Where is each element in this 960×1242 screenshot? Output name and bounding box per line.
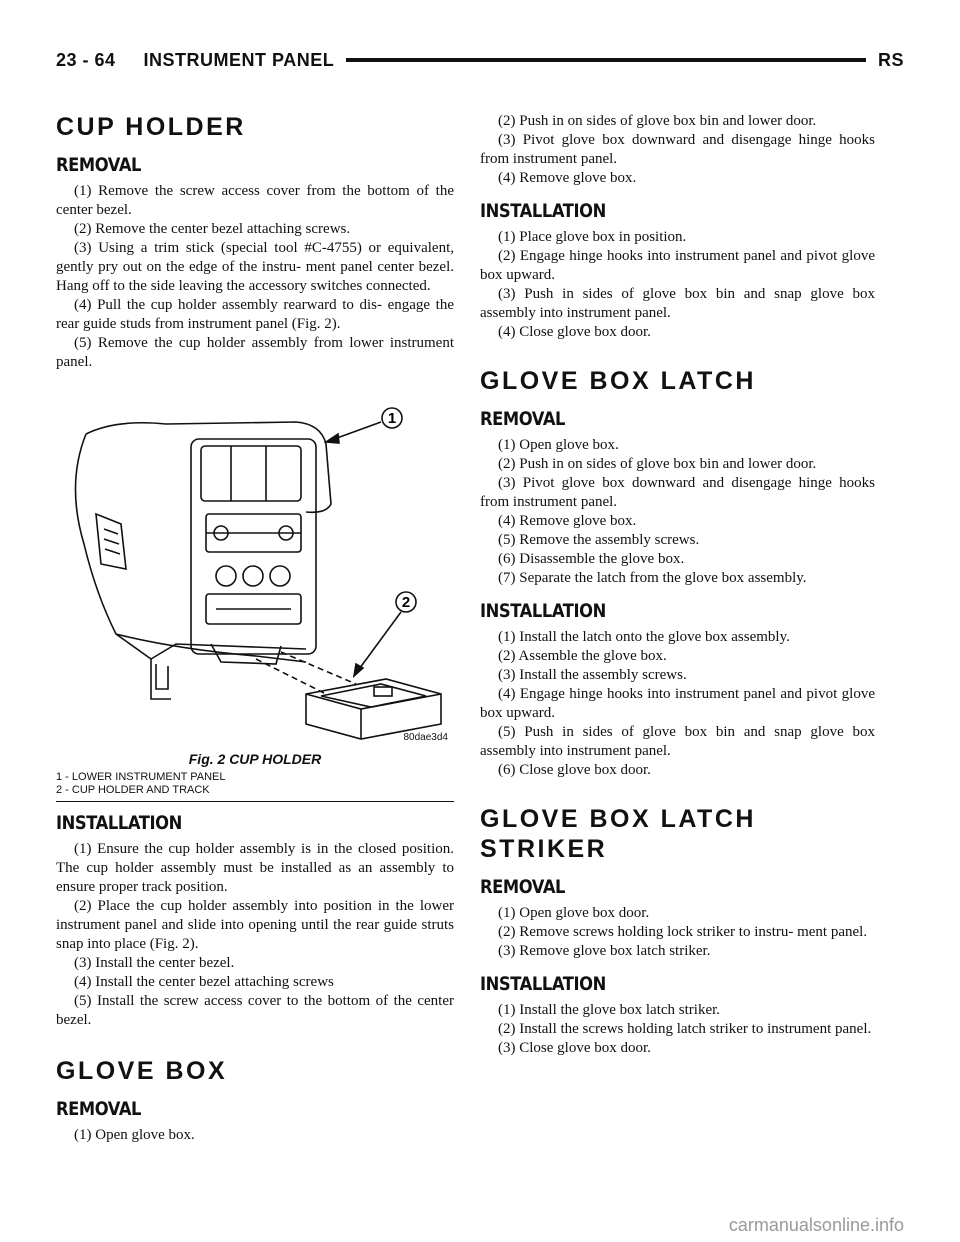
latch-removal-step: (4) Remove glove box. (498, 513, 637, 529)
striker-installation-step: (3) Close glove box door. (498, 1040, 651, 1056)
cup-holder-removal-step: (5) Remove the cup holder assembly from lower instrument panel. (56, 335, 454, 370)
glove-box-installation-step: (1) Place glove box in position. (498, 229, 687, 245)
cup-holder-removal-heading: REMOVAL (56, 154, 142, 176)
header-code: RS (877, 49, 904, 70)
latch-removal-step: (1) Open glove box. (498, 437, 619, 453)
striker-removal-step: (2) Remove screws holding lock striker to instru- ment panel. (498, 924, 868, 940)
dash-outline (86, 422, 331, 512)
striker-removal-heading: REMOVAL (480, 876, 566, 898)
striker-installation-step: (1) Install the glove box latch striker. (498, 1002, 721, 1018)
striker-removal-step: (1) Open glove box door. (498, 905, 650, 921)
latch-removal-step: (3) Pivot glove box downward and disengage hinge hooks from instrument panel. (480, 475, 875, 510)
cup-holder-removal-step: (1) Remove the screw access cover from the bottom of the center bezel. (56, 183, 454, 218)
glove-box-installation-step: (3) Push in sides of glove box bin and snap glove box assembly into instrument panel. (480, 286, 875, 321)
figure-legend (56, 771, 454, 797)
cup-holder-installation-step: (5) Install the screw access cover to the bottom of the center bezel. (56, 993, 454, 1028)
page-number: 23 - 64 (56, 49, 116, 70)
latch-removal-step: (5) Remove the assembly screws. (498, 532, 700, 548)
glove-box-removal-heading: REMOVAL (56, 1098, 142, 1120)
latch-installation-step: (6) Close glove box door. (498, 762, 651, 778)
latch-installation-step: (5) Push in sides of glove box bin and snap glove box assembly into instrument panel. (480, 724, 875, 759)
cup-holder-installation-step: (3) Install the center bezel. (74, 955, 235, 971)
figure-caption: Fig. 2 CUP HOLDER (188, 751, 322, 767)
cup-holder-figure (56, 394, 454, 802)
cup-holder-installation-step: (4) Install the center bezel attaching screws (74, 974, 334, 990)
glove-box-installation-heading: INSTALLATION (480, 200, 606, 222)
latch-removal-step: (6) Disassemble the glove box. (498, 551, 685, 567)
glove-box-removal-step: (3) Pivot glove box downward and disengage hinge hooks from instrument panel. (480, 132, 875, 167)
cup-holder-removal-step: (2) Remove the center bezel attaching screws. (74, 221, 351, 237)
glove-box-installation-step: (4) Close glove box door. (498, 324, 651, 340)
striker-title: GLOVE BOX LATCH STRIKER (480, 805, 756, 863)
watermark[interactable]: carmanualsonline.info (728, 1215, 904, 1235)
latch-removal-heading: REMOVAL (480, 408, 566, 430)
glove-box-removal-step: (4) Remove glove box. (498, 170, 637, 186)
center-stack (191, 439, 316, 654)
cup-holder-removal-step: (4) Pull the cup holder assembly rearward to dis- engage the rear guide studs from instrument panel (Fig. 2). (56, 297, 454, 332)
latch-removal-step: (2) Push in on sides of glove box bin and lower door. (498, 456, 817, 472)
striker-removal-step: (3) Remove glove box latch striker. (498, 943, 711, 959)
latch-title: GLOVE BOX LATCH (480, 367, 756, 395)
left-column (56, 100, 454, 1145)
callout-1-label: 1 (387, 410, 397, 427)
cup-holder-installation-heading: INSTALLATION (56, 812, 182, 834)
page-header (56, 48, 904, 72)
latch-installation-step: (1) Install the latch onto the glove box assembly. (498, 629, 790, 645)
glove-box-removal-step: (2) Push in on sides of glove box bin and lower door. (498, 113, 817, 129)
header-rule (346, 58, 866, 62)
latch-removal-step: (7) Separate the latch from the glove box assembly. (498, 570, 807, 586)
striker-installation-step: (2) Install the screws holding latch striker to instrument panel. (498, 1021, 872, 1037)
glove-box-removal-step: (1) Open glove box. (74, 1127, 195, 1143)
latch-installation-step: (2) Assemble the glove box. (498, 648, 667, 664)
section-title: INSTRUMENT PANEL (143, 49, 335, 70)
figure-legend-item: 2 - CUP HOLDER AND TRACK (56, 784, 210, 796)
cup-holder-installation-step: (1) Ensure the cup holder assembly is in the closed position. The cup holder assembly must be installed as an assembly to ensure proper track position. (56, 841, 454, 895)
latch-installation-step: (4) Engage hinge hooks into instrument panel and pivot glove box upward. (480, 686, 875, 721)
figure-legend-item: 1 - LOWER INSTRUMENT PANEL (56, 771, 226, 783)
callout-2-label: 2 (401, 594, 411, 611)
right-column (480, 112, 875, 1058)
latch-installation-heading: INSTALLATION (480, 600, 606, 622)
figure-code: 80dae3d4 (403, 732, 448, 743)
cup-holder-removal-step: (3) Using a trim stick (special tool #C-4755) or equivalent, gently pry out on the edge of the instru- ment panel center bezel. Hang off to the side leaving the accessory switches connected. (56, 240, 454, 294)
cup-holder-illustration (56, 394, 454, 749)
glove-box-installation-step: (2) Engage hinge hooks into instrument panel and pivot glove box upward. (480, 248, 875, 283)
figure-rule (56, 801, 454, 802)
striker-installation-heading: INSTALLATION (480, 973, 606, 995)
latch-installation-step: (3) Install the assembly screws. (498, 667, 687, 683)
cup-holder-title: CUP HOLDER (56, 113, 246, 141)
cup-holder-installation-step: (2) Place the cup holder assembly into position in the lower instrument panel and slide into opening until the rear guide struts snap into place (Fig. 2). (56, 898, 454, 952)
glove-box-title: GLOVE BOX (56, 1057, 228, 1085)
